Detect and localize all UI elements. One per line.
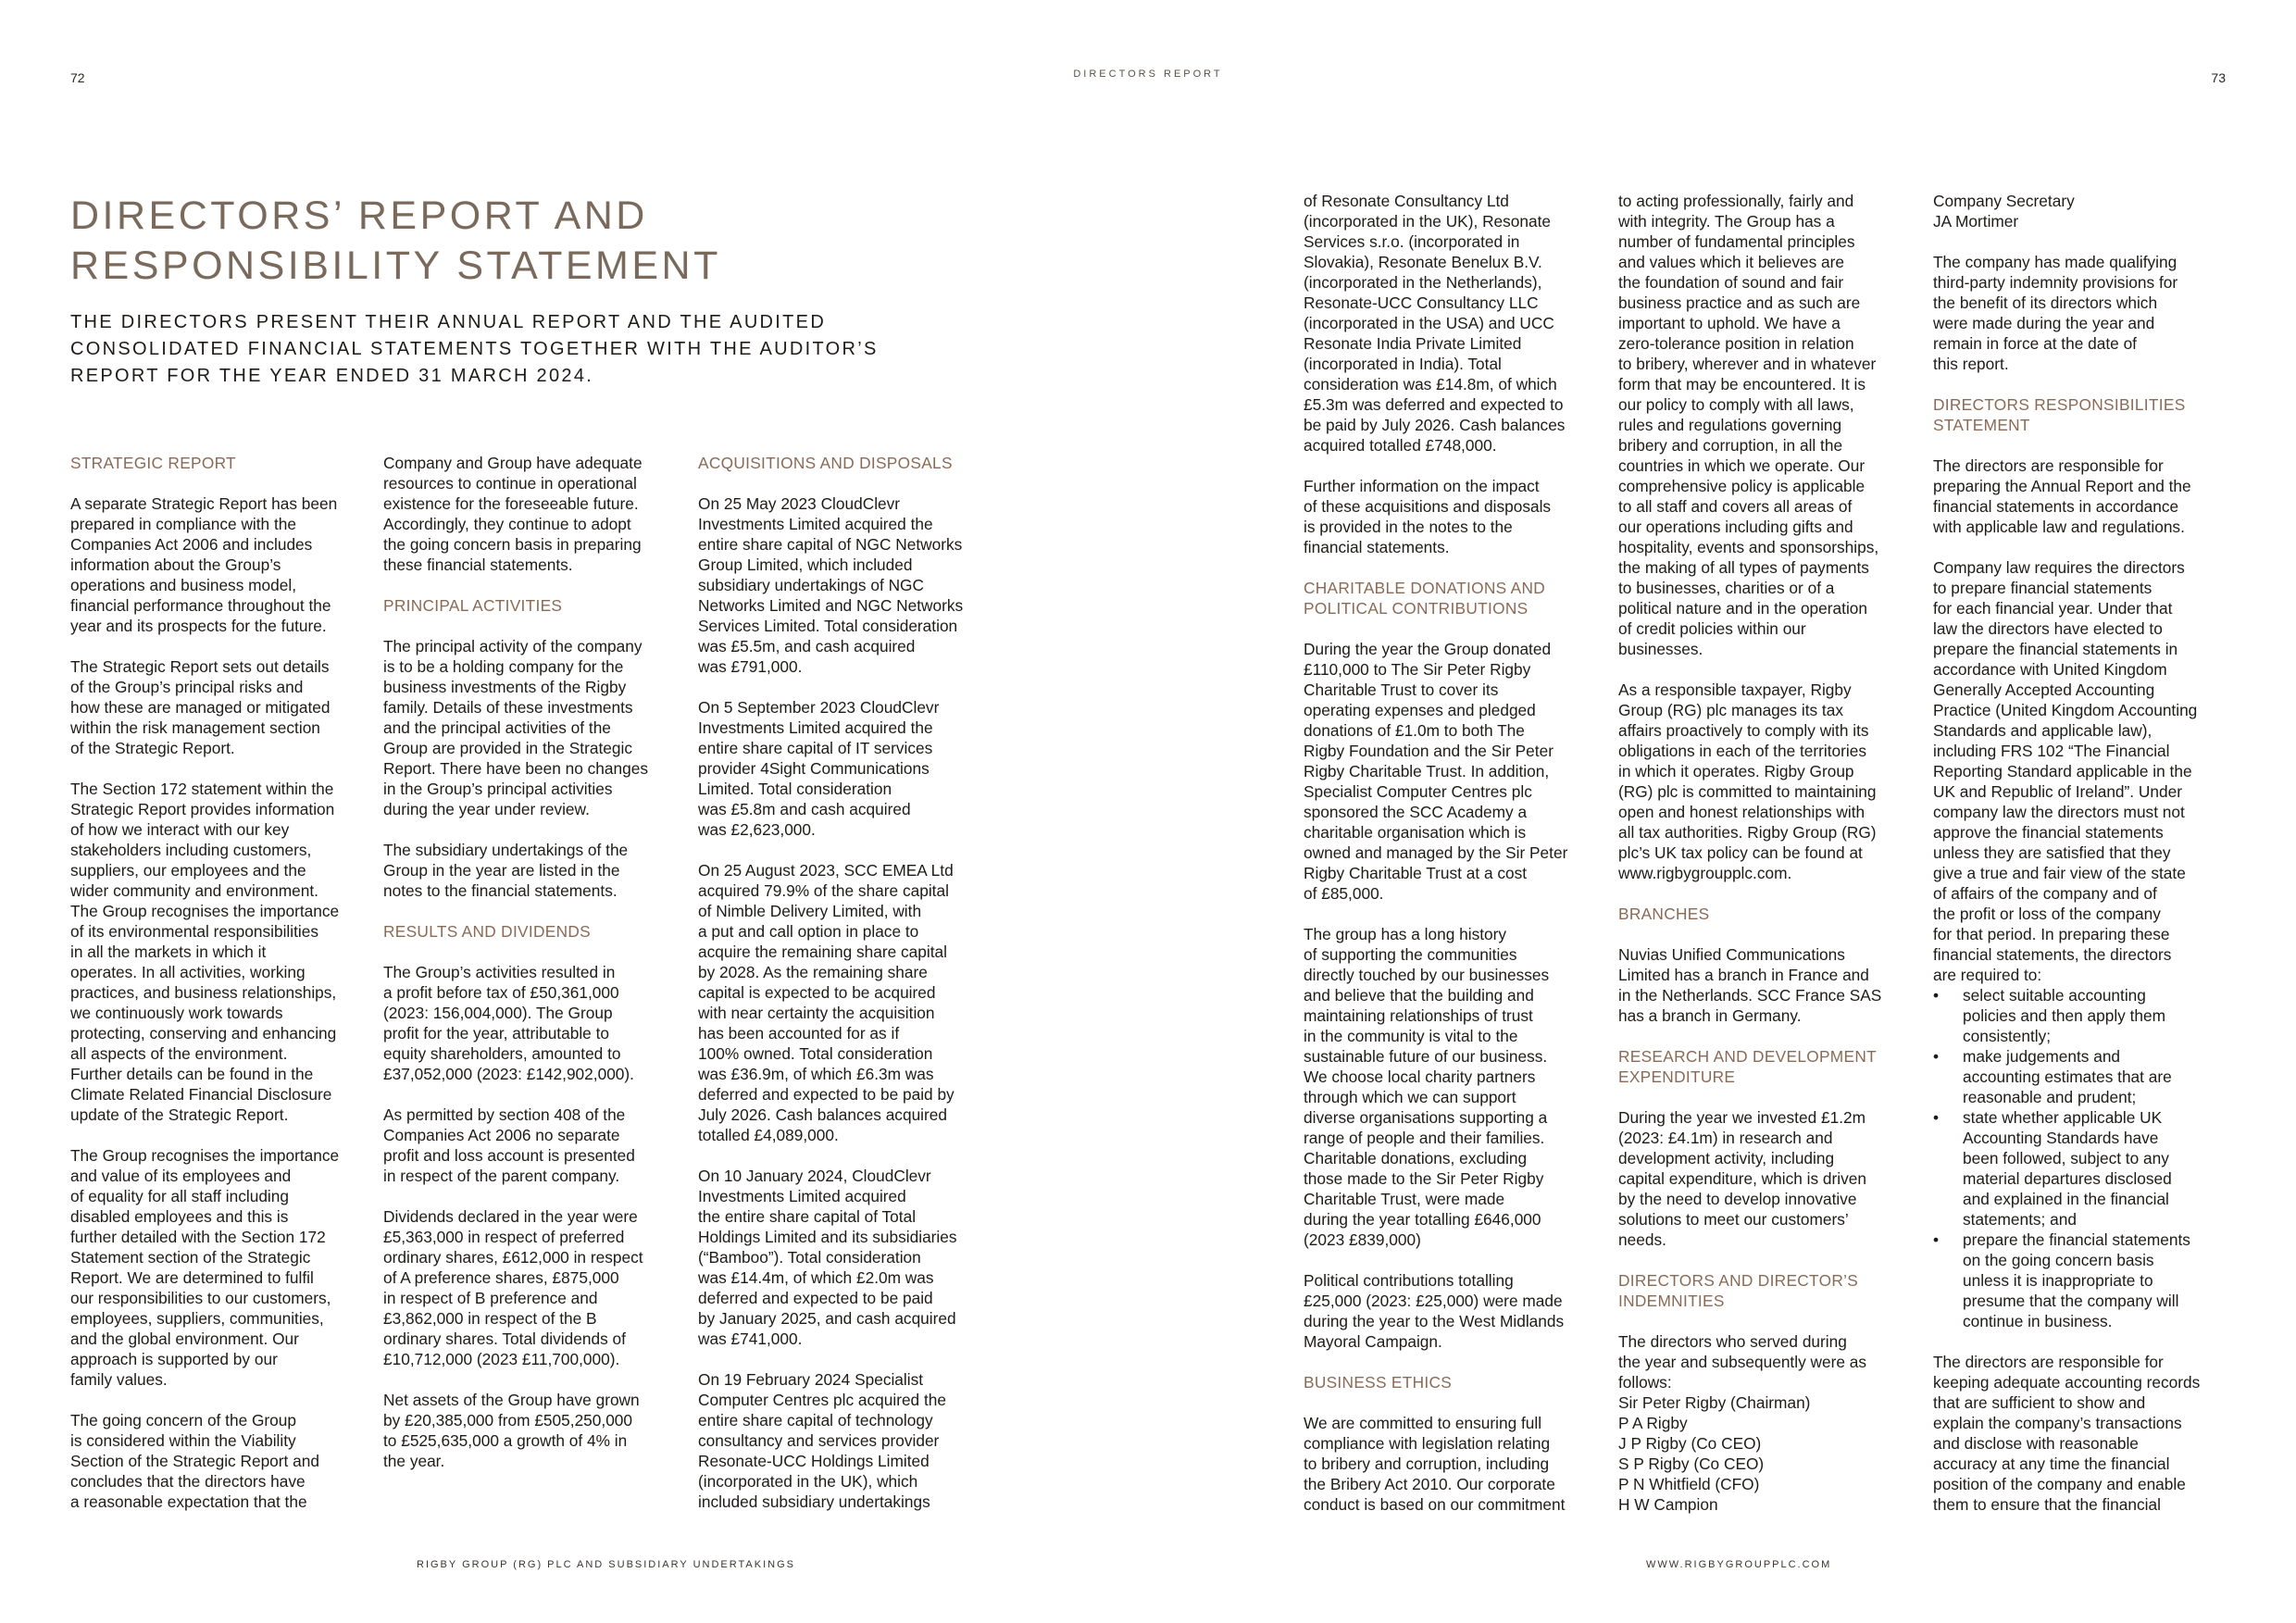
paragraph: The going concern of the Group is considered within the Viability Section of the Strategic Report and concludes that the directors have a reasonable expectation that the [70, 1411, 319, 1511]
paragraph: The directors who served during the year and subsequently were as follows: [1618, 1332, 1867, 1392]
paragraph: Further information on the impact of these acquisitions and disposals is provided in the notes to the financial statements. [1304, 477, 1552, 556]
page-title: DIRECTORS’ REPORT AND RESPONSIBILITY STATEMENT [70, 194, 721, 288]
section-heading-strategic-report: STRATEGIC REPORT [70, 454, 236, 472]
paragraph: On 19 February 2024 Specialist Computer Centres plc acquired the entire share capital of technology consultancy and services provider Resonate-UCC Holdings Limited (incorporated in the UK), which included subsidiary undertakings [698, 1370, 946, 1511]
section-heading-principal-activities: PRINCIPAL ACTIVITIES [383, 596, 563, 615]
paragraph: Dividends declared in the year were £5,363,000 in respect of preferred ordinary shares, £612,000 in respect of A preference shares, £875,000 in respect of B preference and £3,862,000 in respect of the B ordinary shares. Total dividends of £10,712,000 (2023 £11,700,000). [383, 1207, 643, 1368]
section-heading-charitable-donations: CHARITABLE DONATIONS AND POLITICAL CONTRIBUTIONS [1304, 579, 1546, 618]
paragraph: As permitted by section 408 of the Companies Act 2006 no separate profit and loss account is presented in respect of the parent company. [383, 1105, 635, 1185]
section-heading-acquisitions: ACQUISITIONS AND DISPOSALS [698, 454, 953, 472]
director-name: H W Campion [1618, 1495, 1718, 1514]
paragraph: As a responsible taxpayer, Rigby Group (RG) plc manages its tax affairs proactively to comply with its obligations in each of the territories in which it operates. Rigby Group (RG) plc is committed to maintaining open and honest relationships with all tax authorities. Rigby Group (RG) plc’s UK tax policy can be found at www.rigbygroupplc.com. [1618, 680, 1877, 882]
paragraph: During the year the Group donated £110,000 to The Sir Peter Rigby Charitable Trust to cover its operating expenses and pledged donations of £1.0m to both The Rigby Foundation and the Sir Peter Rigby Charitable Trust. In addition, Specialist Computer Centres plc sponsored the SCC Academy a charitable organisation which is owned and managed by the Sir Peter Rigby Charitable Trust at a cost of £85,000. [1304, 640, 1568, 903]
column-4 [1304, 191, 1602, 1535]
paragraph: On 5 September 2023 CloudClevr Investments Limited acquired the entire share capital of IT services provider 4Sight Communications Limited. Total consideration was £5.8m and cash acquired was £2,623,000. [698, 698, 940, 839]
paragraph: to acting professionally, fairly and with integrity. The Group has a number of fundamental principles and values which it believes are the foundation of sound and fair business practice and as such are important to uphold. We have a zero-tolerance position in relation to bribery, wherever and in whatever form that may be encountered. It is our policy to comply with all laws, rules and regulations governing bribery and corruption, in all the countries in which we operate. Our comprehensive policy is applicable to all staff and covers all areas of our operations including gifts and hospitality, events and sponsorships, the making of all types of payments to businesses, charities or of a political nature and in the operation of credit policies within our businesses. [1618, 192, 1879, 658]
section-heading-directors-responsibilities: DIRECTORS RESPONSIBILITIES STATEMENT [1933, 395, 2186, 434]
section-heading-branches: BRANCHES [1618, 905, 1710, 923]
paragraph: The directors are responsible for preparing the Annual Report and the financial statements in accordance with applicable law and regulations. [1933, 456, 2191, 536]
director-name: P A Rigby [1618, 1414, 1688, 1432]
paragraph: A separate Strategic Report has been prepared in compliance with the Companies Act 2006 and includes information about the Group’s operations and business model, financial performance throughout the year and its prospects for the future. [70, 494, 338, 635]
paragraph: The Group recognises the importance and value of its employees and of equality for all staff including disabled employees and this is further detailed with the Section 172 Statement section of the Strategic Report. We are determined to fulfil our responsibilities to our customers, employees, suppliers, communities, and the global environment. Our approach is supported by our family values. [70, 1146, 340, 1389]
column-1 [70, 453, 368, 1532]
section-heading-research-development: RESEARCH AND DEVELOPMENT EXPENDITURE [1618, 1047, 1877, 1086]
paragraph: Political contributions totalling £25,000 (2023: £25,000) were made during the year to the West Midlands Mayoral Campaign. [1304, 1271, 1565, 1351]
column-2 [383, 453, 681, 1492]
footer-website: WWW.RIGBYGROUPPLC.COM [1646, 1559, 1832, 1570]
paragraph: of Resonate Consultancy Ltd (incorporated in the UK), Resonate Services s.r.o. (incorporated in Slovakia), Resonate Benelux B.V. (incorporated in the Netherlands), Resonate-UCC Consultancy LLC (incorporated in the USA) and UCC Resonate India Private Limited (incorporated in India). Total consideration was £14.8m, of which £5.3m was deferred and expected to be paid by July 2026. Cash balances acquired totalled £748,000. [1304, 192, 1566, 455]
paragraph: The Group’s activities resulted in a profit before tax of £50,361,000 (2023: 156,004,000). The Group profit for the year, attributable to equity shareholders, amounted to £37,052,000 (2023: £142,902,000). [383, 963, 634, 1083]
column-3 [698, 453, 996, 1532]
page-number-right: 73 [2211, 70, 2226, 85]
list-item: • prepare the financial statements on the going concern basis unless it is inappropriate to presume that the company will continue in business. [1933, 1230, 2239, 1331]
paragraph: Company and Group have adequate resources to continue in operational existence for the foreseeable future. Accordingly, they continue to adopt the going concern basis in preparing these financial statements. [383, 454, 643, 574]
intro-statement: THE DIRECTORS PRESENT THEIR ANNUAL REPORT AND THE AUDITED CONSOLIDATED FINANCIAL STATEMENTS TOGETHER WITH THE AUDITOR’S REPORT FOR THE YEAR ENDED 31 MARCH 2024. [70, 312, 879, 386]
paragraph: Company Secretary JA Mortimer [1933, 192, 2075, 231]
paragraph: Net assets of the Group have grown by £20,385,000 from £505,250,000 to £525,635,000 a growth of 4% in the year. [383, 1391, 640, 1470]
section-heading-directors-indemnities: DIRECTORS AND DIRECTOR’S INDEMNITIES [1618, 1271, 1859, 1310]
paragraph: The company has made qualifying third-party indemnity provisions for the benefit of its directors which were made during the year and remain in force at the date of this report. [1933, 253, 2178, 373]
paragraph: Nuvias Unified Communications Limited has a branch in France and in the Netherlands. SCC France SAS has a branch in Germany. [1618, 945, 1882, 1025]
paragraph: On 25 August 2023, SCC EMEA Ltd acquired 79.9% of the share capital of Nimble Delivery Limited, with a put and call option in place to acquire the remaining share capital by 2028. As the remaining share capital is expected to be acquired with near certainty the acquisition has been accounted for as if 100% owned. Total consideration was £36.9m, of which £6.3m was deferred and expected to be paid by July 2026. Cash balances acquired totalled £4,089,000. [698, 861, 955, 1144]
section-heading-business-ethics: BUSINESS ETHICS [1304, 1373, 1453, 1392]
footer-company-name: RIGBY GROUP (RG) PLC AND SUBSIDIARY UNDERTAKINGS [417, 1559, 795, 1570]
paragraph: On 10 January 2024, CloudClevr Investments Limited acquired the entire share capital of Total Holdings Limited and its subsidiaries (“Bamboo”). Total consideration was £14.4m, of which £2.0m was deferred and expected to be paid by January 2025, and cash acquired was £741,000. [698, 1167, 957, 1348]
paragraph: We are committed to ensuring full compliance with legislation relating to bribery and corruption, including the Bribery Act 2010. Our corporate conduct is based on our commitment [1304, 1414, 1566, 1514]
section-heading-results-dividends: RESULTS AND DIVIDENDS [383, 922, 591, 941]
paragraph: The Section 172 statement within the Strategic Report provides information of how we interact with our key stakeholders including customers, suppliers, our employees and the wider community and environment. The Group recognises the importance of its environmental responsibilities in all the markets in which it operates. In all activities, working practices, and business relationships, we continuously work towards protecting, conserving and enhancing all aspects of the environment. Further details can be found in the Climate Related Financial Disclosure update of the Strategic Report. [70, 780, 340, 1124]
list-item: • make judgements and accounting estimates that are reasonable and prudent; [1933, 1046, 2239, 1107]
column-5 [1618, 191, 1916, 1515]
paragraph: The subsidiary undertakings of the Group in the year are listed in the notes to the financial statements. [383, 841, 629, 900]
list-item: • select suitable accounting policies and then apply them consistently; [1933, 985, 2239, 1046]
list-item: • state whether applicable UK Accounting Standards have been followed, subject to any material departures disclosed and explained in the financial statements; and [1933, 1107, 2239, 1230]
paragraph: The group has a long history of supporting the communities directly touched by our businesses and believe that the building and maintaining relationships of trust in the community is vital to the sustainable future of our business. We choose local charity partners through which we can support diverse organisations supporting a range of people and their families. Charitable donations, excluding those made to the Sir Peter Rigby Charitable Trust, were made during the year totalling £646,000 (2023 £839,000) [1304, 925, 1550, 1249]
running-header: DIRECTORS REPORT [1073, 69, 1223, 80]
paragraph: Company law requires the directors to prepare financial statements for each financial year. Under that law the directors have elected to prepare the financial statements in accordance with United Kingdom Generally Accepted Accounting Practice (United Kingdom Accounting Standards and applicable law), including FRS 102 “The Financial Reporting Standard applicable in the UK and Republic of Ireland”. Under company law the directors must not approve the financial statements unless they are satisfied that they give a true and fair view of the state of affairs of the company and of the profit or loss of the company for that period. In preparing these financial statements, the directors are required to: [1933, 558, 2198, 984]
directors-list [1618, 1392, 1916, 1515]
paragraph: During the year we invested £1.2m (2023: £4.1m) in research and development activity, including capital expenditure, which is driven by the need to develop innovative solutions to meet our customers’ needs. [1618, 1108, 1867, 1249]
director-name: J P Rigby (Co CEO) [1618, 1434, 1762, 1453]
paragraph: The directors are responsible for keeping adequate accounting records that are sufficient to show and explain the company’s transactions and disclose with reasonable accuracy at any time the financial position of the company and enable them to ensure that the financial [1933, 1353, 2201, 1514]
page-number-left: 72 [70, 70, 85, 85]
director-name: S P Rigby (Co CEO) [1618, 1454, 1765, 1473]
requirements-list [1933, 985, 2239, 1331]
paragraph: The principal activity of the company is to be a holding company for the business investments of the Rigby family. Details of these investments and the principal activities of the Group are provided in the Strategic Report. There have been no changes in the Group’s principal activities during the year under review. [383, 637, 648, 818]
paragraph: The Strategic Report sets out details of the Group’s principal risks and how these are managed or mitigated within the risk management section of the Strategic Report. [70, 657, 331, 757]
director-name: P N Whitfield (CFO) [1618, 1475, 1760, 1493]
paragraph: On 25 May 2023 CloudClevr Investments Limited acquired the entire share capital of NGC Networks Group Limited, which included subsidiary undertakings of NGC Networks Limited and NGC Networks Services Limited. Total consideration was £5.5m, and cash acquired was £791,000. [698, 494, 964, 676]
director-name: Sir Peter Rigby (Chairman) [1618, 1393, 1811, 1412]
column-6 [1933, 191, 2239, 1535]
